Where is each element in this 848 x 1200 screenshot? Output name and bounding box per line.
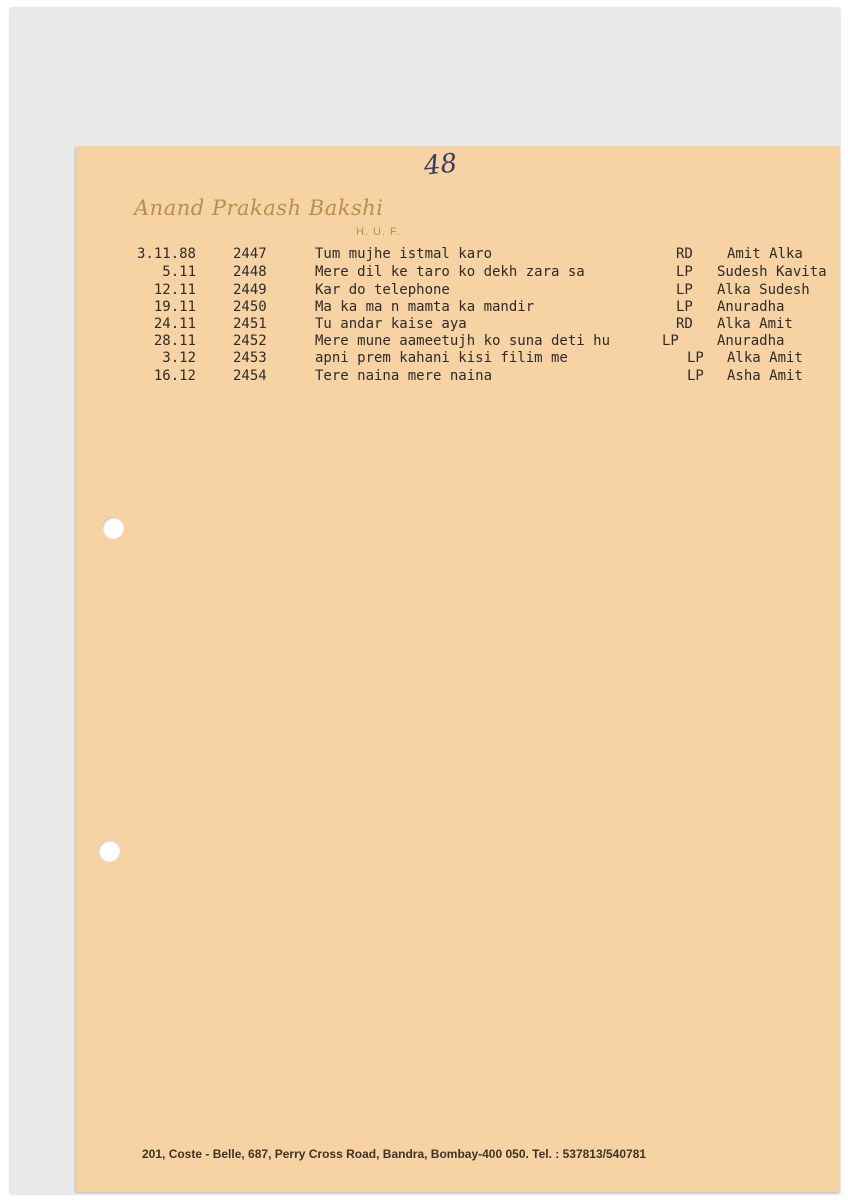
entry-code: RD	[676, 316, 693, 332]
entry-date: 12.11	[153, 282, 196, 298]
entry-number: 2453	[233, 350, 267, 366]
entry-number: 2451	[233, 316, 267, 332]
entry-row	[0, 282, 848, 299]
entry-date: 16.12	[153, 368, 196, 384]
entry-artists: Alka Amit	[727, 350, 803, 366]
entry-number: 2454	[233, 368, 267, 384]
entry-code: LP	[676, 282, 693, 298]
entry-row	[0, 316, 848, 333]
entry-code: LP	[687, 350, 704, 366]
entry-row	[0, 333, 848, 350]
entry-artists: Alka Sudesh	[717, 282, 810, 298]
entry-song: Tu andar kaise aya	[315, 316, 467, 332]
entry-song: Ma ka ma n mamta ka mandir	[315, 299, 535, 315]
entry-row	[0, 350, 848, 367]
entry-song: apni prem kahani kisi filim me	[315, 350, 568, 366]
entry-artists: Alka Amit	[717, 316, 793, 332]
entry-artists: Anuradha	[717, 299, 785, 315]
letterhead-address: 201, Coste - Belle, 687, Perry Cross Road, Bandra, Bombay-400 050. Tel. : 537813/540781	[142, 1147, 647, 1161]
entry-row	[0, 299, 848, 316]
entry-row	[0, 368, 848, 385]
entry-date: 3.12	[162, 350, 196, 366]
entry-artists: Anuradha	[717, 333, 785, 349]
punch-hole	[102, 517, 124, 539]
entry-song: Mere dil ke taro ko dekh zara sa	[315, 264, 585, 280]
entry-number: 2447	[233, 246, 267, 262]
entry-number: 2449	[233, 282, 267, 298]
entry-code: RD	[676, 246, 693, 262]
entry-number: 2448	[233, 264, 267, 280]
letterhead-name: Anand Prakash Bakshi	[134, 196, 384, 220]
letterhead-subtitle: H. U. F.	[356, 226, 401, 238]
punch-hole	[98, 840, 120, 862]
entry-date: 5.11	[162, 264, 196, 280]
entry-code: LP	[676, 264, 693, 280]
entry-date: 19.11	[153, 299, 196, 315]
entry-artists: Sudesh Kavita	[717, 264, 827, 280]
entry-song: Tere naina mere naina	[315, 368, 493, 384]
entry-number: 2452	[233, 333, 267, 349]
entry-artists: Asha Amit	[727, 368, 803, 384]
entry-song: Mere mune aameetujh ko suna deti hu	[315, 333, 611, 349]
entry-code: LP	[662, 333, 679, 349]
entry-row	[0, 246, 848, 263]
entry-date: 24.11	[153, 316, 196, 332]
entry-song: Tum mujhe istmal karo	[315, 246, 493, 262]
entry-date: 28.11	[153, 333, 196, 349]
handwritten-page-number: 48	[422, 148, 459, 182]
entry-artists: Amit Alka	[727, 246, 803, 262]
entry-row	[0, 264, 848, 281]
entry-code: LP	[676, 299, 693, 315]
entry-song: Kar do telephone	[315, 282, 450, 298]
entry-date: 3.11.88	[136, 246, 196, 262]
entry-number: 2450	[233, 299, 267, 315]
entry-code: LP	[687, 368, 704, 384]
